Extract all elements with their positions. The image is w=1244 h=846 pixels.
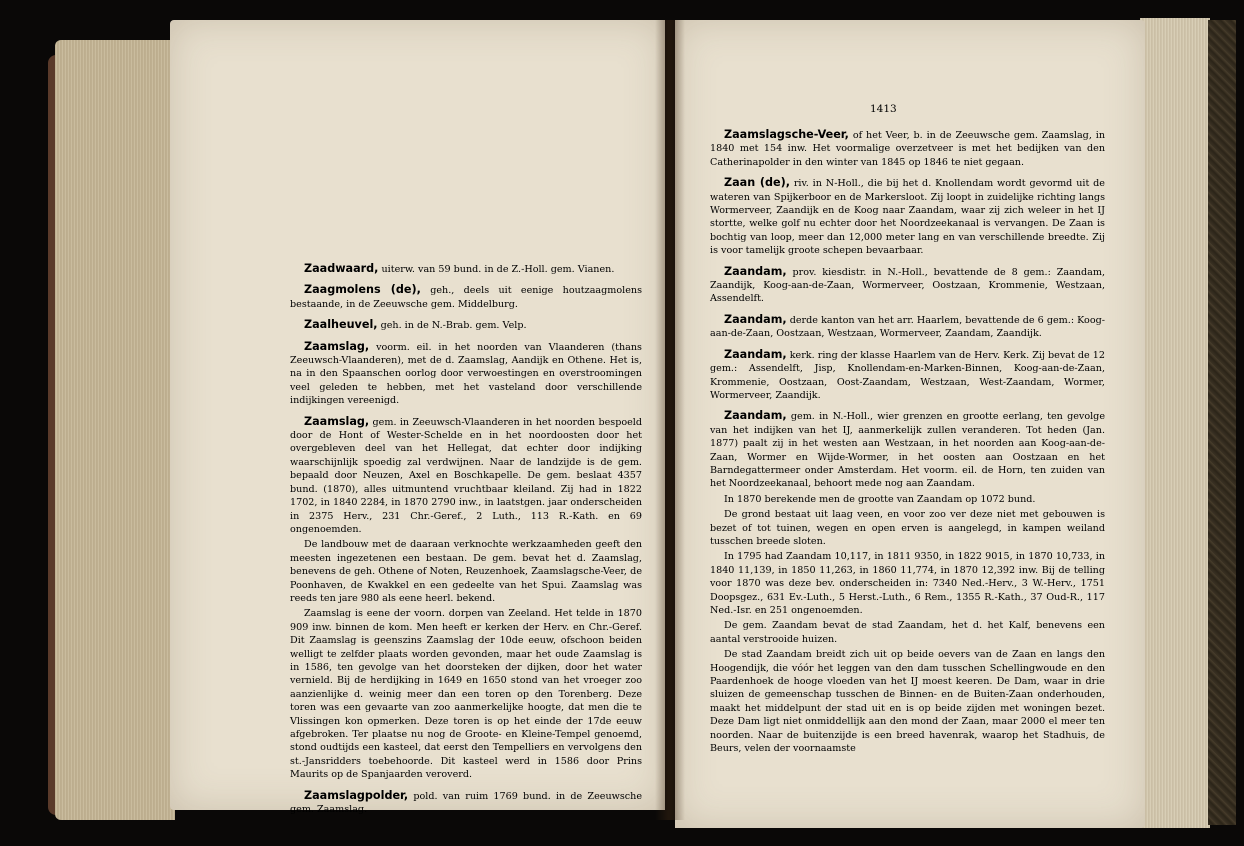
entry-text: pold. van ruim 1769 bund. in de Zeeuwsche gem. Zaamslag. (290, 790, 642, 816)
dictionary-entry (710, 265, 1105, 306)
entry-paragraph (710, 648, 1105, 755)
dictionary-entry (290, 262, 642, 276)
right-column (710, 128, 1105, 762)
entry-text: In 1870 berekende men de grootte van Zaandam op 1072 bund. (724, 493, 1036, 505)
entry-text: De grond bestaat uit laag veen, en voor zoo ver deze niet met gebouwen is bezet of tot tuinen, wegen en open erven is aangelegd, in kampen weiland tusschen breede sloten. (710, 509, 1105, 547)
entry-paragraph (710, 493, 1105, 506)
entry-headword: Zaandam, (724, 347, 787, 361)
dictionary-entry (290, 789, 642, 817)
dictionary-entry (290, 340, 642, 408)
book-gutter (655, 20, 685, 820)
dictionary-entry (710, 313, 1105, 341)
entry-headword: Zaalheuvel, (304, 318, 378, 332)
entry-text: kerk. ring der klasse Haarlem van de Herv. Kerk. Zij bevat de 12 gem.: Assendelft, Jisp, Knollendam-en-Marken-Binnen, Koog-aan-de-Zaan, Krommenie, Oostzaan, Oost-Zaandam, Westzaan, West-Zaandam, Wormer, Wormerveer, Zaandijk. (710, 349, 1105, 401)
dictionary-entry (710, 409, 1105, 490)
entry-text: De landbouw met de daaraan verknochte werkzaamheden geeft den meesten ingezetenen een bestaan. De gem. bevat het d. Zaamslag, benevens de geh. Othene of Noten, Reuzenhoek, Zaamslagsche-Veer, de Poonhaven, de Kwakkel en een gedeelte van het Spui. Zaamslag was reeds ten jare 980 als eene heerl. bekend. (290, 539, 642, 604)
entry-paragraph (290, 538, 642, 605)
entry-paragraph (290, 607, 642, 781)
entry-text: gem. in N.-Holl., wier grenzen en grootte eerlang, ten gevolge van het indijken van het IJ, aanmerkelijk zullen veranderen. Tot heden (Jan. 1877) paalt zij in het westen aan Westzaan, in het noorden aan Koog-aan-de-Zaan, Wormer en Wijde-Wormer, in het oosten aan Oostzaan en het Barndegattermeer onder Amsterdam. Het voorm. eil. de Horn, ten zuiden van het Noordzeekanaal, behoort mede nog aan Zaandam. (710, 411, 1105, 490)
entry-headword: Zaamslagsche-Veer, (724, 128, 849, 141)
entry-headword: Zaamslagpolder, (304, 788, 409, 802)
entry-text: prov. kiesdistr. in N.-Holl., bevattende de 8 gem.: Zaandam, Zaandijk, Koog-aan-de-Zaan, Wormerveer, Oostzaan, Krommenie, Westzaan, Assendelft. (710, 266, 1105, 305)
entry-headword: Zaandam, (724, 409, 787, 423)
dictionary-entry (710, 128, 1105, 169)
dictionary-entry (290, 283, 642, 311)
entry-headword: Zaadwaard, (304, 262, 379, 275)
left-column (290, 262, 642, 823)
entry-headword: Zaandam, (724, 264, 787, 278)
entry-text: Zaamslag is eene der voorn. dorpen van Zeeland. Het telde in 1870 909 inw. binnen de kom. Men heeft er kerken der Herv. en Chr.-Geref. Dit Zaamslag is geenszins Zaamslag der 10de eeuw, ofschoon beiden welligt te zelfder plaats worden gevonden, maar het oude Zaamslag is in 1586, ten gevolge van het doorsteken der dijken, door het water vernield. Bij de herdijking in 1649 en 1650 stond van het vroeger zoo aanzienlijke d. weinig meer dan een toren op den Torenberg. Deze toren was een gevaarte van zoo aanmerkelijke hoogte, dat men die te Vlissingen kon opmerken. Deze toren is op het einde der 17de eeuw afgebroken. Ter plaatse nu nog de Groote- en Kleine-Tempel genoemd, stond oudtijds een kasteel, dat eerst den Tempelliers en vervolgens den st.-Jansridders toebehoorde. Dit kasteel werd in 1586 door Prins Maurits op de Spanjaarden veroverd. (290, 608, 642, 781)
dictionary-entry (710, 176, 1105, 257)
entry-text: gem. in Zeeuwsch-Vlaanderen in het noorden bespoeld door de Hont of Wester-Schelde en in het noordoosten door het overgebleven deel van het Hellegat, dat echter door indijking waarschijnlijk spoedig zal verdwijnen. Naar de landzijde is de gem. bepaald door Neuzen, Axel en Boschkapelle. De gem. beslaat 4357 bund. (1870), alles uitmuntend vruchtbaar kleiland. Zij had in 1822 1702, in 1840 2284, in 1870 2790 inw., in laatstgen. jaar onderscheiden in 2375 Herv., 231 Chr.-Geref., 2 Luth., 113 R.-Kath. en 69 ongenoemden. (290, 416, 642, 535)
dictionary-entry (290, 415, 642, 537)
entry-headword: Zaandam, (724, 312, 787, 326)
page-edges-right (1140, 18, 1210, 828)
entry-text: voorm. eil. in het noorden van Vlaanderen (thans Zeeuwsch-Vlaanderen), met de d. Zaamslag, Aandijk en Othene. Het is, na in den Spaanschen oorlog door verwoestingen en overstroomingen veel geleden te hebben, met het vasteland door verschillende indijkingen vereenigd. (290, 341, 642, 407)
entry-paragraph (710, 550, 1105, 617)
entry-text: riv. in N-Holl., die bij het d. Knollendam wordt gevormd uit de wateren van Spijkerboor en de Markersloot. Zij loopt in zuidelijke richting langs Wormerveer, Zaandijk en de Koog naar Zaandam, waar zij zich weleer in het IJ stortte, welke golf nu echter door het Noordzeekanaal is vervangen. De Zaan is bochtig van loop, meer dan 12,000 meter lang en van verschillende breedte. Zij is voor tamelijk groote schepen bevaarbaar. (710, 178, 1105, 257)
dictionary-entry (290, 318, 642, 332)
dictionary-entry (710, 348, 1105, 403)
entry-paragraph (710, 619, 1105, 646)
entry-text: uiterw. van 59 bund. in de Z.-Holl. gem. Vianen. (378, 264, 615, 275)
entry-headword: Zaamslag, (304, 414, 370, 428)
entry-text: geh., deels uit eenige houtzaagmolens bestaande, in de Zeeuwsche gem. Middelburg. (290, 285, 643, 310)
entry-text: of het Veer, b. in de Zeeuwsche gem. Zaamslag, in 1840 met 154 inw. Het voormalige overzetveer is met het bedijken van den Catherinapolder in den winter van 1845 op 1846 te niet gegaan. (710, 130, 1105, 168)
entry-headword: Zaan (de), (724, 176, 790, 190)
page-number: 1413 (870, 103, 897, 115)
entry-text: De gem. Zaandam bevat de stad Zaandam, het d. het Kalf, benevens een aantal verstrooide huizen. (710, 620, 1105, 645)
entry-text: derde kanton van het arr. Haarlem, bevattende de 6 gem.: Koog-aan-de-Zaan, Oostzaan, Westzaan, Wormerveer, Zaandam, Zaandijk. (710, 314, 1105, 340)
entry-text: De stad Zaandam breidt zich uit op beide oevers van de Zaan en langs den Hoogendijk, die vóór het leggen van den dam tusschen Schellingwoude en den Paardenhoek de hooge vloeden van het IJ moest keeren. De Dam, waar in drie sluizen de gemeenschap tusschen de Binnen- en de Buiten-Zaan onderhouden, maakt het middelpunt der stad uit en is op beide zijden met woningen bezet. Deze Dam ligt niet onmiddellijk aan den mond der Zaan, maar 2000 el meer ten noorden. Naar de buitenzijde is een breed havenrak, waarop het Stadhuis, de Beurs, velen der voornaamste (710, 649, 1105, 755)
entry-headword: Zaamslag, (304, 339, 370, 353)
entry-text: geh. in de N.-Brab. gem. Velp. (377, 320, 527, 332)
book-cover-right (1208, 20, 1236, 825)
page-edges-left (55, 40, 175, 820)
entry-paragraph (710, 508, 1105, 548)
entry-headword: Zaagmolens (de), (304, 283, 421, 297)
entry-text: In 1795 had Zaandam 10,117, in 1811 9350, in 1822 9015, in 1870 10,733, in 1840 11,139, in 1850 11,263, in 1860 11,774, in 1870 12,392 inw. Bij de telling voor 1870 was deze bev. onderscheiden in: 7340 Ned.-Herv., 3 W.-Herv., 1751 Doopsgez., 631 Ev.-Luth., 5 Herst.-Luth., 6 Rem., 1355 R.-Kath., 37 Oud-R., 117 Ned.-Isr. en 251 ongenoemden. (710, 551, 1105, 616)
